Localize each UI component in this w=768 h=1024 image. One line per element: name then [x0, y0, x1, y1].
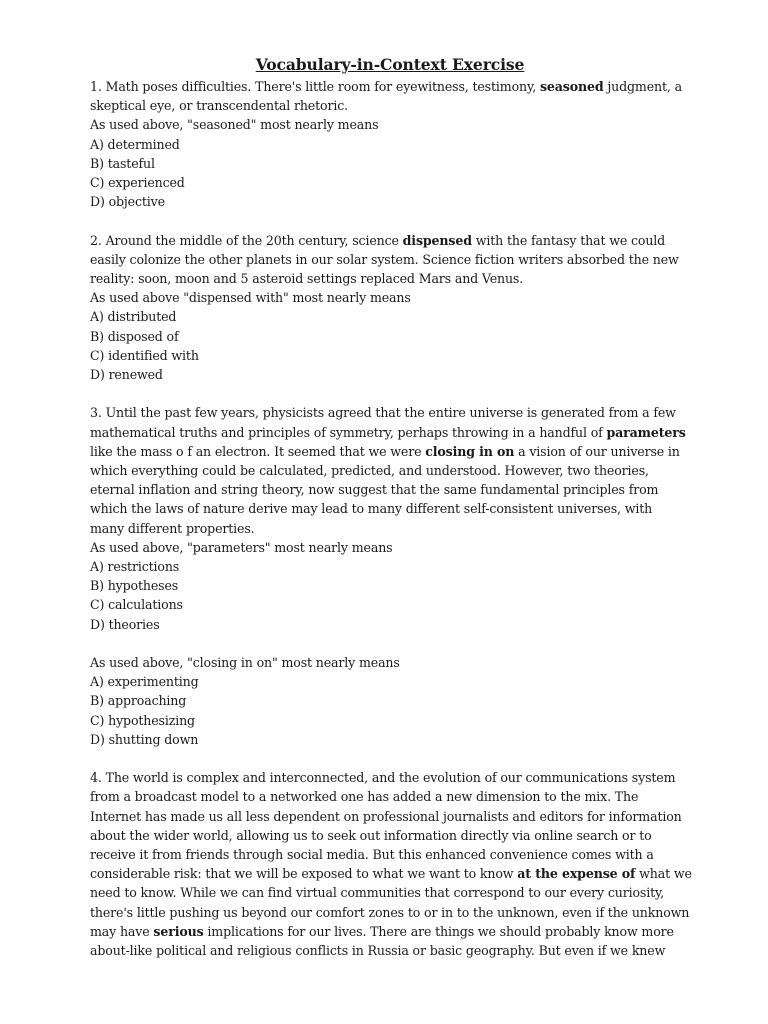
question-3b-block	[90, 653, 690, 749]
passage-line: considerable risk: that we will be exposed to what we want to know at the expense of what we	[90, 866, 692, 882]
answer-option: B) tasteful	[90, 155, 155, 171]
passage-line: which the laws of nature derive may lead to many different self-consistent universes, with	[90, 501, 653, 517]
passage-line: many different properties.	[90, 520, 255, 536]
question-3-block	[90, 403, 690, 633]
vocab-term: dispensed	[402, 232, 472, 248]
passage-line: about-like political and religious conflicts in Russia or basic geography. But even if we knew	[90, 943, 666, 959]
answer-option: D) shutting down	[90, 731, 199, 747]
answer-option: B) approaching	[90, 693, 187, 709]
passage-line: like the mass o f an electron. It seemed that we were closing in on a vision of our universe in	[90, 443, 680, 459]
answer-option: B) hypotheses	[90, 578, 179, 594]
passage-line: 4. The world is complex and interconnected, and the evolution of our communications system	[90, 770, 676, 786]
passage-line: about the wider world, allowing us to seek out information directly via online search or to	[90, 827, 652, 843]
passage-line: 1. Math poses difficulties. There's little room for eyewitness, testimony, seasoned judgment, a	[90, 79, 682, 94]
answer-option: C) hypothesizing	[90, 712, 195, 728]
answer-option: C) experienced	[90, 175, 185, 191]
question-1-block	[90, 77, 690, 211]
question-1-passage	[90, 77, 690, 115]
passage-line: may have serious implications for our lives. There are things we should probably know more	[90, 923, 674, 939]
passage-line: 3. Until the past few years, physicists agreed that the entire universe is generated from a few	[90, 405, 676, 421]
document-page	[90, 54, 690, 979]
answer-option: A) restrictions	[90, 559, 180, 575]
answer-option: C) identified with	[90, 347, 199, 363]
question-2-block	[90, 231, 690, 385]
passage-line: skeptical eye, or transcendental rhetoric.	[90, 98, 348, 114]
answer-option: A) determined	[90, 136, 180, 152]
answer-option: A) experimenting	[90, 674, 199, 690]
answer-option: A) distributed	[90, 309, 177, 325]
question-2-passage	[90, 231, 690, 289]
question-4-passage	[90, 768, 690, 960]
passage-line: easily colonize the other planets in our solar system. Science fiction writers absorbed the new	[90, 251, 679, 267]
answer-option: D) theories	[90, 616, 160, 632]
answer-option: B) disposed of	[90, 328, 179, 344]
question-1-prompt: As used above, "seasoned" most nearly means	[90, 117, 379, 133]
passage-line: reality: soon, moon and 5 asteroid settings replaced Mars and Venus.	[90, 271, 524, 287]
vocab-term: closing in on	[425, 443, 515, 459]
vocab-term: serious	[153, 923, 204, 939]
passage-line: which everything could be calculated, predicted, and understood. However, two theories,	[90, 463, 649, 479]
question-3-prompt: As used above, "parameters" most nearly means	[90, 539, 393, 555]
question-2-prompt: As used above "dispensed with" most nearly means	[90, 290, 411, 306]
document-title: Vocabulary-in-Context Exercise	[255, 55, 525, 74]
question-3b-prompt: As used above, "closing in on" most nearly means	[90, 655, 400, 671]
question-3-passage	[90, 403, 690, 537]
passage-line: 2. Around the middle of the 20th century, science dispensed with the fantasy that we could	[90, 232, 666, 248]
passage-line: need to know. While we can find virtual communities that correspond to our every curiosity,	[90, 885, 665, 901]
vocab-term: parameters	[606, 424, 686, 440]
passage-line: Internet has made us all less dependent on professional journalists and editors for information	[90, 808, 682, 824]
answer-option: D) renewed	[90, 367, 163, 383]
passage-line: there's little pushing us beyond our comfort zones to or in to the unknown, even if the unknown	[90, 904, 690, 920]
question-4-block	[90, 768, 690, 960]
answer-option: C) calculations	[90, 597, 183, 613]
answer-option: D) objective	[90, 194, 165, 210]
vocab-term: at the expense of	[517, 866, 636, 882]
passage-line: from a broadcast model to a networked one has added a new dimension to the mix. The	[90, 789, 639, 805]
passage-line: receive it from friends through social media. But this enhanced convenience comes with a	[90, 847, 654, 863]
vocab-term: seasoned	[539, 79, 604, 94]
passage-line: eternal inflation and string theory, now suggest that the same fundamental principles from	[90, 482, 659, 498]
passage-line: mathematical truths and principles of symmetry, perhaps throwing in a handful of parameters	[90, 424, 686, 440]
